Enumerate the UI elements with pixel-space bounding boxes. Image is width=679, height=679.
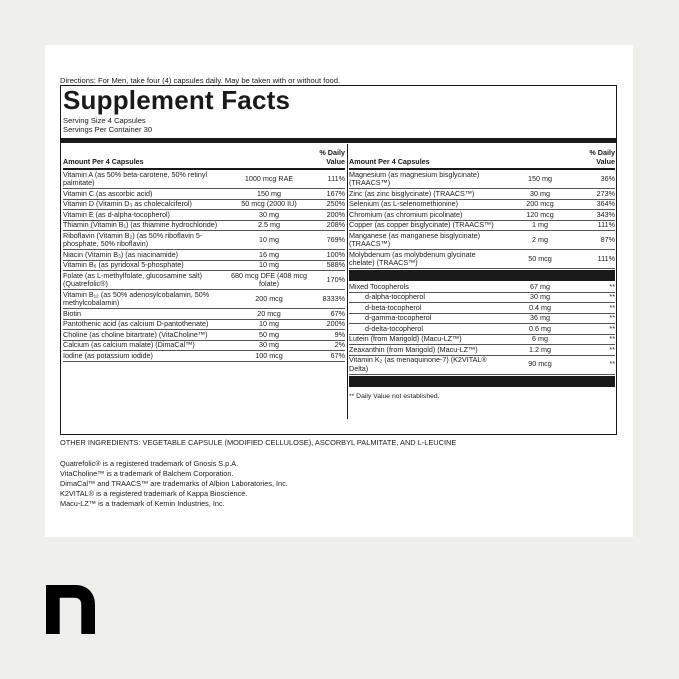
- nutrient-row: [349, 221, 615, 232]
- nutrient-amount: 120 mcg: [526, 209, 554, 219]
- section-divider-bar: [349, 270, 615, 281]
- nutrient-daily-value: **: [609, 359, 615, 369]
- right-rows: [349, 170, 615, 269]
- nutrient-amount: 10 mg: [259, 260, 279, 269]
- nutrient-row: [63, 271, 345, 290]
- nutrient-name: Magnesium (as magnesium bisglycinate) (TRAACS™): [349, 169, 480, 187]
- nutrient-row: [63, 330, 345, 341]
- nutrient-daily-value: 250%: [326, 199, 345, 208]
- nutrient-name: d-gamma-tocopherol: [365, 313, 432, 322]
- nutrient-amount: 30 mg: [530, 188, 550, 198]
- nutrient-amount: 2 mg: [532, 234, 548, 244]
- amount-header: Amount Per 4 Capsules: [63, 156, 144, 166]
- nutrient-row: [63, 290, 345, 309]
- nutrient-name: Vitamin E (as d-alpha-tocopherol): [63, 209, 170, 219]
- nutrient-row: [63, 261, 345, 272]
- footnote: ** Daily Value not established.: [349, 392, 440, 400]
- nutrient-name: Vitamin C (as ascorbic acid): [63, 188, 153, 198]
- nutrient-daily-value: 67%: [330, 308, 345, 318]
- serving-size: Serving Size 4 Capsules: [63, 116, 146, 125]
- nutrient-name: d-beta-tocopherol: [365, 302, 422, 312]
- nutrient-name: Mixed Tocopherols: [349, 281, 409, 291]
- nutrient-daily-value: 208%: [326, 220, 345, 229]
- left-nutrient-column: [63, 144, 345, 362]
- nutrient-amount: 2.5 mg: [258, 220, 280, 229]
- trademark-line: DimaCal™ and TRAACS™ are trademarks of Albion Laboratories, Inc.: [60, 479, 288, 488]
- trademark-notes: [60, 459, 288, 509]
- nutrient-daily-value: 200%: [326, 209, 345, 219]
- nutrient-amount: 10 mg: [259, 319, 279, 328]
- trademark-line: K2VITAL® is a registered trademark of Kappa Bioscience.: [60, 489, 248, 498]
- nutrient-name: Vitamin D (Vitamin D₃ as cholecalciferol): [63, 199, 192, 208]
- nutrient-row: [349, 170, 615, 189]
- trademark-line: Macu-LZ™ is a trademark of Kemin Industries, Inc.: [60, 499, 225, 508]
- nutrient-daily-value: **: [609, 334, 615, 343]
- nutrient-row: [63, 250, 345, 261]
- nutrient-amount: 100 mcg: [255, 350, 283, 360]
- nutrient-amount: 16 mg: [259, 249, 279, 259]
- nutrient-daily-value: 111%: [597, 253, 615, 263]
- nutrient-name: Folate (as L-methylfolate, glucosamine salt) (Quatrefolic®): [63, 270, 203, 288]
- nutrient-row: [63, 351, 345, 362]
- nutrient-name: Biotin: [63, 308, 81, 318]
- nutrient-name: Vitamin A (as 50% beta-carotene, 50% retinyl palmitate): [63, 169, 208, 187]
- nutrient-amount: 30 mg: [530, 292, 550, 301]
- nutrient-name: Chromium (as chromium picolinate): [349, 209, 463, 219]
- nutrient-amount: 36 mg: [530, 313, 550, 322]
- nutrient-amount: 50 mg: [259, 329, 279, 339]
- nutrient-daily-value: 588%: [326, 260, 345, 269]
- nutrient-name: Manganese (as manganese bisglycinate) (TRAACS™): [349, 230, 481, 248]
- nutrient-name: Zeaxanthin (from Marigold) (Macu-LZ™): [349, 344, 478, 354]
- nutrient-row: [349, 250, 615, 269]
- nutrient-row: [349, 303, 615, 314]
- nutrient-row: [349, 335, 615, 346]
- nutrient-row: [63, 341, 345, 352]
- nutrient-daily-value: **: [609, 344, 615, 354]
- nutrient-name: Pantothenic acid (as calcium D-pantothenate): [63, 319, 209, 328]
- nutrient-amount: 150 mg: [528, 173, 552, 183]
- nutrient-row: [349, 293, 615, 304]
- nutrient-amount: 0.4 mg: [529, 302, 551, 312]
- nutrient-daily-value: 100%: [326, 249, 345, 259]
- nutrient-name: Riboflavin (Vitamin B₂) (as 50% riboflavin 5-phosphate, 50% riboflavin): [63, 230, 203, 248]
- nutrient-daily-value: 343%: [596, 209, 615, 219]
- amount-header: Amount Per 4 Capsules: [349, 156, 430, 166]
- daily-value-header: % Daily Value: [319, 148, 345, 166]
- right-nutrient-column: [349, 144, 615, 401]
- other-ingredients: OTHER INGREDIENTS: VEGETABLE CAPSULE (MODIFIED CELLULOSE), ASCORBYL PALMITATE, AND L-LEUCINE: [60, 438, 457, 447]
- supplement-facts-panel: [60, 85, 617, 435]
- nutrient-amount: 10 mg: [259, 234, 279, 244]
- nutrient-name: d-delta-tocopherol: [365, 323, 423, 333]
- nutrient-name: Zinc (as zinc bisglycinate) (TRAACS™): [349, 188, 475, 198]
- nutrient-daily-value: 8333%: [322, 293, 345, 303]
- nutrient-row: [349, 210, 615, 221]
- panel-title: Supplement Facts: [63, 85, 291, 115]
- nutrient-daily-value: 87%: [600, 234, 615, 244]
- nutrient-row: [63, 170, 345, 189]
- nutrient-amount: 67 mg: [530, 281, 550, 291]
- trademark-line: Quatrefolic® is a registered trademark of Gnosis S.p.A.: [60, 459, 239, 468]
- nutrient-daily-value: 111%: [327, 173, 345, 183]
- nutrient-amount: 90 mcg: [528, 359, 552, 369]
- nutrient-amount: 1.2 mg: [529, 344, 551, 354]
- nutrient-name: d-alpha-tocopherol: [365, 292, 425, 301]
- nutrient-row: [349, 314, 615, 325]
- nutrient-amount: 50 mcg: [528, 253, 552, 263]
- nutrient-amount: 6 mg: [532, 334, 548, 343]
- servings-per-container: Servings Per Container 30: [63, 125, 153, 134]
- nutrient-name: Vitamin B₆ (as pyridoxal 5-phosphate): [63, 260, 184, 269]
- nutrient-daily-value: 111%: [597, 220, 615, 229]
- nutrient-daily-value: 200%: [326, 319, 345, 328]
- column-header: [63, 144, 345, 170]
- nutrient-amount: 200 mcg: [255, 293, 283, 303]
- nutrient-name: Calcium (as calcium malate) (DimaCal™): [63, 340, 195, 349]
- nutrient-row: [63, 189, 345, 200]
- nutrient-name: Vitamin K₂ (as menaquinone-7) (K2VITAL® Delta): [349, 355, 487, 373]
- nutrient-name: Thiamin (Vitamin B₁) (as thiamine hydrochloride): [63, 220, 218, 229]
- nutrient-daily-value: 769%: [326, 234, 345, 244]
- nutrient-name: Selenium (as L-selenomethionine): [349, 199, 459, 208]
- nutrient-daily-value: 364%: [596, 199, 615, 208]
- nutrient-row: [349, 356, 615, 375]
- directions-text: Directions: For Men, take four (4) capsules daily. May be taken with or without food.: [60, 76, 341, 85]
- section-divider-bar: [349, 376, 615, 387]
- nutrient-row: [63, 210, 345, 221]
- nutrient-row: [63, 320, 345, 331]
- nutrient-name: Molybdenum (as molybdenum glycinate chelate) (TRAACS™): [349, 249, 476, 267]
- nutrient-row: [349, 345, 615, 356]
- nutrient-daily-value: 67%: [330, 350, 345, 360]
- nutrient-daily-value: 167%: [326, 188, 345, 198]
- nutrient-name: Vitamin B₁₂ (as 50% adenosylcobalamin, 50% methylcobalamin): [63, 289, 210, 307]
- nutrient-daily-value: 9%: [334, 329, 345, 339]
- nutrient-daily-value: **: [609, 292, 615, 301]
- nutrient-amount: 1000 mcg RAE: [244, 173, 294, 183]
- nutrient-daily-value: **: [609, 302, 615, 312]
- nutrient-row: [349, 200, 615, 211]
- column-divider: [347, 144, 348, 419]
- nutrient-row: [63, 309, 345, 320]
- nutrient-row: [63, 200, 345, 211]
- nutrient-row: [63, 221, 345, 232]
- nutrient-daily-value: 2%: [334, 340, 345, 349]
- nutrient-name: Copper (as copper bisglycinate) (TRAACS™): [349, 220, 494, 229]
- nutrient-name: Niacin (Vitamin B₃) (as niacinamide): [63, 249, 179, 259]
- header-divider: [61, 138, 616, 143]
- nutrient-amount: 50 mcg (2000 IU): [241, 199, 297, 208]
- nutrient-row: [63, 231, 345, 250]
- nutrient-daily-value: **: [609, 313, 615, 322]
- nutrient-amount: 150 mg: [257, 188, 281, 198]
- nutrient-amount: 0.6 mg: [529, 323, 551, 333]
- nutrient-daily-value: 36%: [600, 173, 615, 183]
- nutrient-row: [349, 189, 615, 200]
- nutrient-daily-value: 170%: [326, 274, 345, 284]
- nutrient-row: [349, 324, 615, 335]
- brand-n-logo-icon: [46, 585, 95, 634]
- left-rows: [63, 170, 345, 362]
- trademark-line: VitaCholine™ is a trademark of Balchem Corporation.: [60, 469, 234, 478]
- nutrient-amount: 1 mg: [532, 220, 548, 229]
- nutrient-row: [349, 231, 615, 250]
- nutrient-name: Iodine (as potassium iodide): [63, 350, 153, 360]
- nutrient-daily-value: 273%: [596, 188, 615, 198]
- nutrient-amount: 20 mcg: [257, 308, 281, 318]
- right-rows-other: [349, 282, 615, 375]
- column-header: [349, 144, 615, 170]
- nutrient-daily-value: **: [609, 281, 615, 291]
- nutrient-name: Lutein (from Marigold) (Macu-LZ™): [349, 334, 462, 343]
- nutrient-amount: 30 mg: [259, 209, 279, 219]
- daily-value-header: % Daily Value: [589, 148, 615, 166]
- nutrient-amount: 30 mg: [259, 340, 279, 349]
- nutrient-amount: 200 mcg: [526, 199, 554, 208]
- nutrient-name: Choline (as choline bitartrate) (VitaCholine™): [63, 329, 208, 339]
- nutrient-amount: 680 mcg DFE (408 mcg folate): [231, 270, 307, 288]
- supplement-label-card: [45, 45, 633, 537]
- nutrient-daily-value: **: [609, 323, 615, 333]
- nutrient-row: [349, 282, 615, 293]
